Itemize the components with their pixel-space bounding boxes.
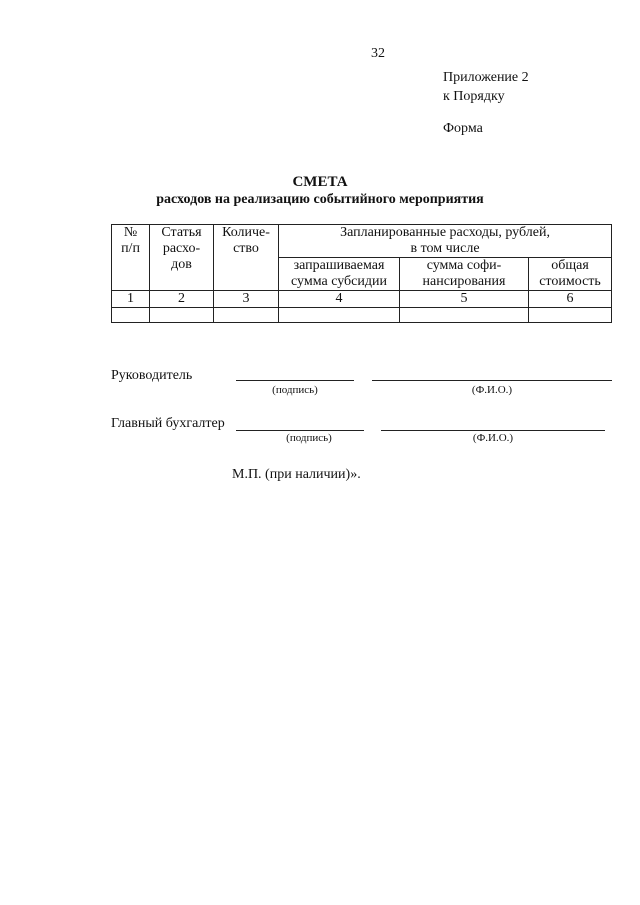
header-cell-cofinancing: сумма софи- нансирования xyxy=(400,258,529,291)
header-cell-quantity: Количе- ство xyxy=(214,225,279,291)
header-cell-total-cost: общая стоимость xyxy=(529,258,612,291)
chief-accountant-name-caption: (Ф.И.О.) xyxy=(472,432,514,444)
head-name-line xyxy=(372,380,612,381)
empty-cell xyxy=(150,308,214,323)
chief-accountant-name-line xyxy=(381,430,605,431)
appendix-line-1: Приложение 2 xyxy=(443,70,529,85)
estimate-table xyxy=(111,224,612,323)
empty-cell xyxy=(529,308,612,323)
table-header-row xyxy=(112,225,612,258)
header-cell-item: Статья расхо- дов xyxy=(150,225,214,291)
header-cell-number: № п/п xyxy=(112,225,150,291)
document-title: СМЕТА xyxy=(292,174,348,190)
form-label: Форма xyxy=(443,121,483,136)
head-signature-line xyxy=(236,380,354,381)
chief-accountant-signature-line xyxy=(236,430,364,431)
column-number: 5 xyxy=(400,291,529,308)
column-number: 1 xyxy=(112,291,150,308)
head-label: Руководитель xyxy=(111,368,193,383)
document-subtitle: расходов на реализацию событийного мероприятия xyxy=(156,192,484,207)
empty-cell xyxy=(214,308,279,323)
column-number: 2 xyxy=(150,291,214,308)
column-number: 4 xyxy=(279,291,400,308)
header-cell-planned-expenses: Запланированные расходы, рублей, в том числе xyxy=(279,225,612,258)
chief-accountant-signature-caption: (подпись) xyxy=(286,432,332,444)
empty-cell xyxy=(112,308,150,323)
head-signature-caption: (подпись) xyxy=(272,384,318,396)
column-number-row xyxy=(112,291,612,308)
head-name-caption: (Ф.И.О.) xyxy=(471,384,513,396)
appendix-heading xyxy=(443,68,529,106)
chief-accountant-label: Главный бухгалтер xyxy=(111,416,225,431)
appendix-line-2: к Порядку xyxy=(443,89,505,104)
stamp-note: М.П. (при наличии)». xyxy=(232,467,361,482)
header-cell-requested-subsidy: запрашиваемая сумма субсидии xyxy=(279,258,400,291)
table-row-empty xyxy=(112,308,612,323)
page-number: 32 xyxy=(371,46,385,61)
column-number: 3 xyxy=(214,291,279,308)
empty-cell xyxy=(400,308,529,323)
column-number: 6 xyxy=(529,291,612,308)
empty-cell xyxy=(279,308,400,323)
